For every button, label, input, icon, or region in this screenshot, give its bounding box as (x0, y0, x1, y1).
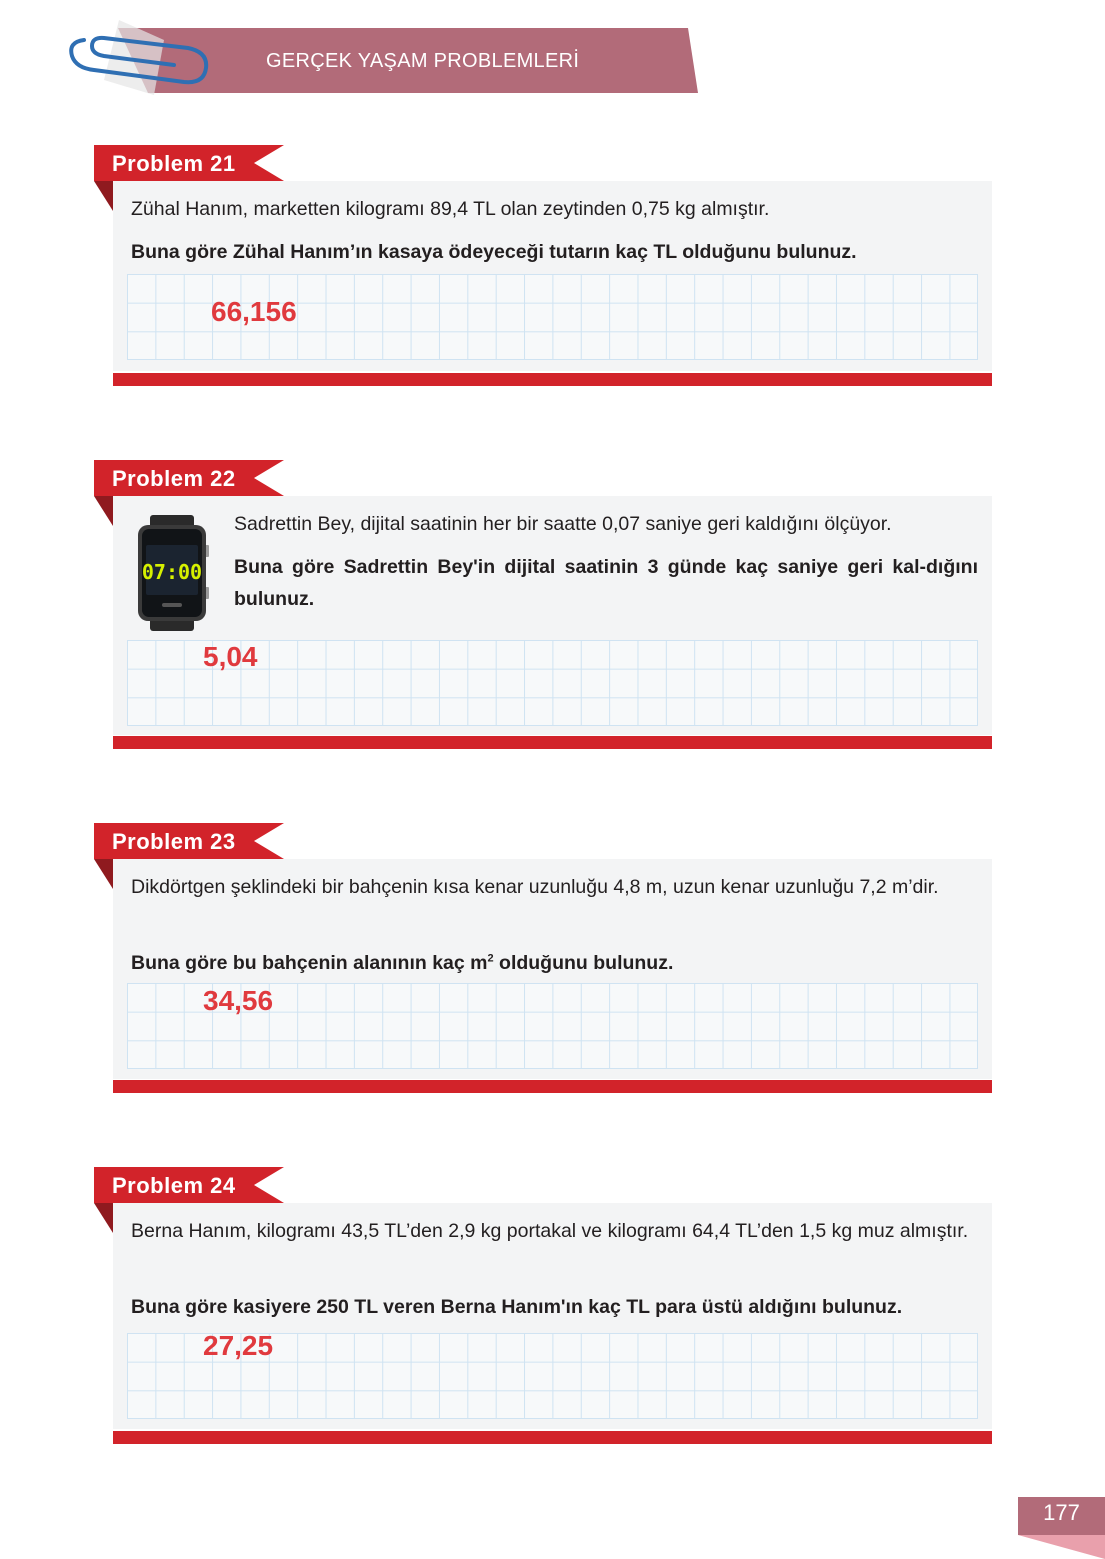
problem-tag (94, 1167, 284, 1233)
problem-text: Sadrettin Bey, dijital saatinin her bir saatte 0,07 saniye geri kaldığını ölçüyor. (234, 513, 892, 535)
problem-question: Buna göre Sadrettin Bey'in dijital saatinin 3 günde kaç saniye geri kal-dığını bulunuz. (234, 556, 978, 610)
problem-tag (94, 823, 284, 889)
problem-label: Problem 24 (112, 1173, 236, 1198)
problem-22 (94, 460, 992, 750)
page-number-box (1018, 1497, 1105, 1559)
problem-question: Buna göre Zühal Hanım’ın kasaya ödeyeceği tutarın kaç TL olduğunu bulunuz. (131, 241, 857, 263)
problem-panel (113, 496, 992, 735)
header-title: GERÇEK YAŞAM PROBLEMLERİ (266, 50, 580, 72)
problem-panel (113, 1203, 992, 1429)
answer-value: 27,25 (203, 1330, 274, 1361)
problem-label: Problem 21 (112, 151, 236, 176)
paperclip-icon (64, 20, 214, 105)
problem-label: Problem 23 (112, 829, 236, 854)
problem-text: Berna Hanım, kilogramı 43,5 TL’den 2,9 kg portakal ve kilogramı 64,4 TL’den 1,5 kg muz almıştır. (131, 1220, 969, 1242)
answer-value: 66,156 (211, 296, 297, 327)
problem-21 (94, 145, 992, 387)
problem-panel (113, 859, 992, 1079)
problem-23 (94, 823, 992, 1095)
problem-24 (94, 1167, 992, 1447)
bottom-rule (113, 736, 992, 749)
bottom-rule (113, 1431, 992, 1444)
problem-tag (94, 145, 284, 211)
answer-value: 34,56 (203, 985, 274, 1016)
answer-value: 5,04 (203, 641, 258, 672)
bottom-rule (113, 373, 992, 386)
problem-label: Problem 22 (112, 466, 236, 491)
digital-watch-icon (136, 515, 212, 636)
bottom-rule (113, 1080, 992, 1093)
watch-display: 07:00 (141, 560, 203, 584)
problem-text: Dikdörtgen şeklindeki bir bahçenin kısa kenar uzunluğu 4,8 m, uzun kenar uzunluğu 7,2 m’dir. (131, 876, 939, 898)
problem-question: Buna göre kasiyere 250 TL veren Berna Hanım'ın kaç TL para üstü aldığını bulunuz. (131, 1296, 903, 1318)
problem-question: Buna göre bu bahçenin alanının kaç $m^2$ olduğunu bulunuz. (131, 952, 674, 974)
page-number: 177 (1043, 1500, 1080, 1525)
problem-text: Zühal Hanım, marketten kilogramı 89,4 TL olan zeytinden 0,75 kg almıştır. (131, 198, 770, 220)
